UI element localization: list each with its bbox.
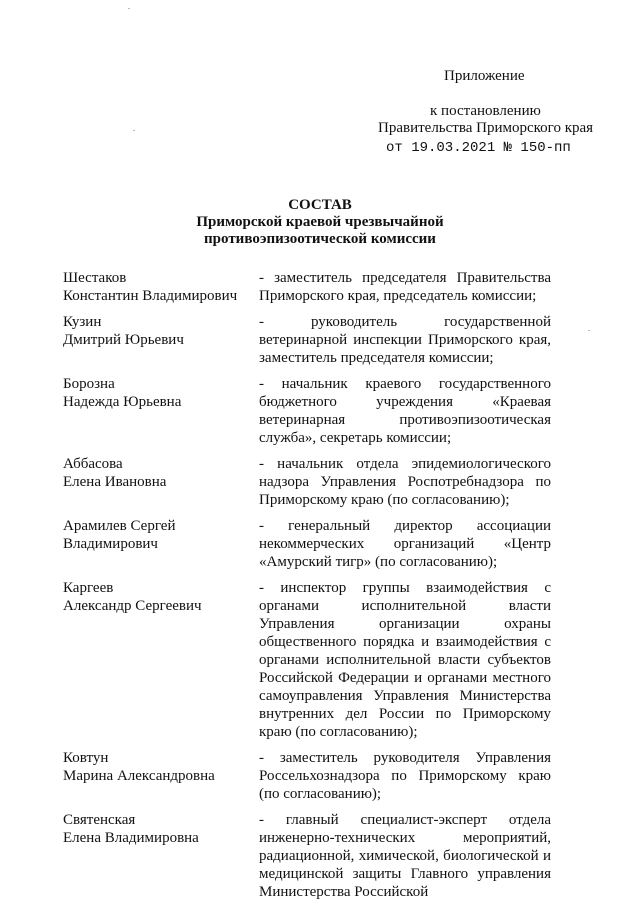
member-name	[63, 455, 259, 509]
resolution-label: к постановлению	[430, 103, 541, 119]
member-surname: Борозна	[63, 376, 115, 392]
scan-speck	[128, 8, 130, 9]
member-given-name: Елена Владимировна	[63, 830, 199, 846]
member-row	[63, 811, 555, 901]
member-given-name: Марина Александровна	[63, 768, 215, 784]
member-surname: Ковтун	[63, 750, 109, 766]
member-surname: Шестаков	[63, 270, 127, 286]
member-given-name: Дмитрий Юрьевич	[63, 332, 184, 348]
member-role: - заместитель руководителя Управления Россельхознадзора по Приморскому краю (по согласованию);	[259, 750, 551, 802]
member-name	[63, 749, 259, 803]
member-name	[63, 375, 259, 447]
member-name	[63, 811, 259, 901]
date-number: от 19.03.2021 № 150-пп	[386, 140, 571, 156]
member-name	[63, 579, 259, 741]
member-given-name: Надежда Юрьевна	[63, 394, 182, 410]
document-title-line1: Приморской краевой чрезвычайной	[196, 214, 444, 230]
member-surname: Кузин	[63, 314, 102, 330]
members-list	[63, 269, 555, 909]
member-surname: Аббасова	[63, 456, 123, 472]
member-row	[63, 269, 555, 305]
member-surname: Каргеев	[63, 580, 114, 596]
member-role: - генеральный директор ассоциации некоммерческих организаций «Центр «Амурский тигр» (по согласованию);	[259, 518, 551, 570]
member-role: - инспектор группы взаимодействия с органами исполнительной власти Управления организации охраны общественного порядка и взаимодействия с органами исполнительной власти субъектов Российской Федерации и органами местного самоуправления Управления Министерства внутренних дел России по Приморскому краю (по согласованию);	[259, 580, 551, 740]
member-role: - заместитель председателя Правительства Приморского края, председатель комиссии;	[259, 270, 551, 304]
member-role: - главный специалист-эксперт отдела инженерно-технических мероприятий, радиационной, химической, биологической и медицинской защиты Главного управления Министерства Российской	[259, 812, 551, 900]
scan-speck	[588, 330, 590, 331]
member-row	[63, 517, 555, 571]
member-role: - начальник отдела эпидемиологического надзора Управления Роспотребнадзора по Приморскому краю (по согласованию);	[259, 456, 551, 508]
member-name	[63, 517, 259, 571]
member-row	[63, 749, 555, 803]
member-given-name: Елена Ивановна	[63, 474, 167, 490]
member-given-name: Александр Сергеевич	[63, 598, 202, 614]
document-title-line2: противоэпизоотической комиссии	[204, 231, 436, 247]
member-row	[63, 455, 555, 509]
member-row	[63, 375, 555, 447]
member-name	[63, 269, 259, 305]
member-row	[63, 579, 555, 741]
member-surname: Арамилев Сергей	[63, 518, 176, 534]
member-given-name: Владимирович	[63, 536, 158, 552]
member-name	[63, 313, 259, 367]
appendix-label: Приложение	[444, 68, 525, 84]
document-heading: СОСТАВ	[288, 197, 352, 213]
member-surname: Святенская	[63, 812, 136, 828]
member-role: - начальник краевого государственного бюджетного учреждения «Краевая ветеринарная противоэпизоотическая служба», секретарь комиссии;	[259, 376, 551, 446]
member-row	[63, 313, 555, 367]
scan-speck	[133, 130, 135, 131]
member-given-name: Константин Владимирович	[63, 288, 238, 304]
government-label: Правительства Приморского края	[378, 120, 594, 136]
member-role: - руководитель государственной ветеринарной инспекции Приморского края, заместитель председателя комиссии;	[259, 314, 551, 366]
